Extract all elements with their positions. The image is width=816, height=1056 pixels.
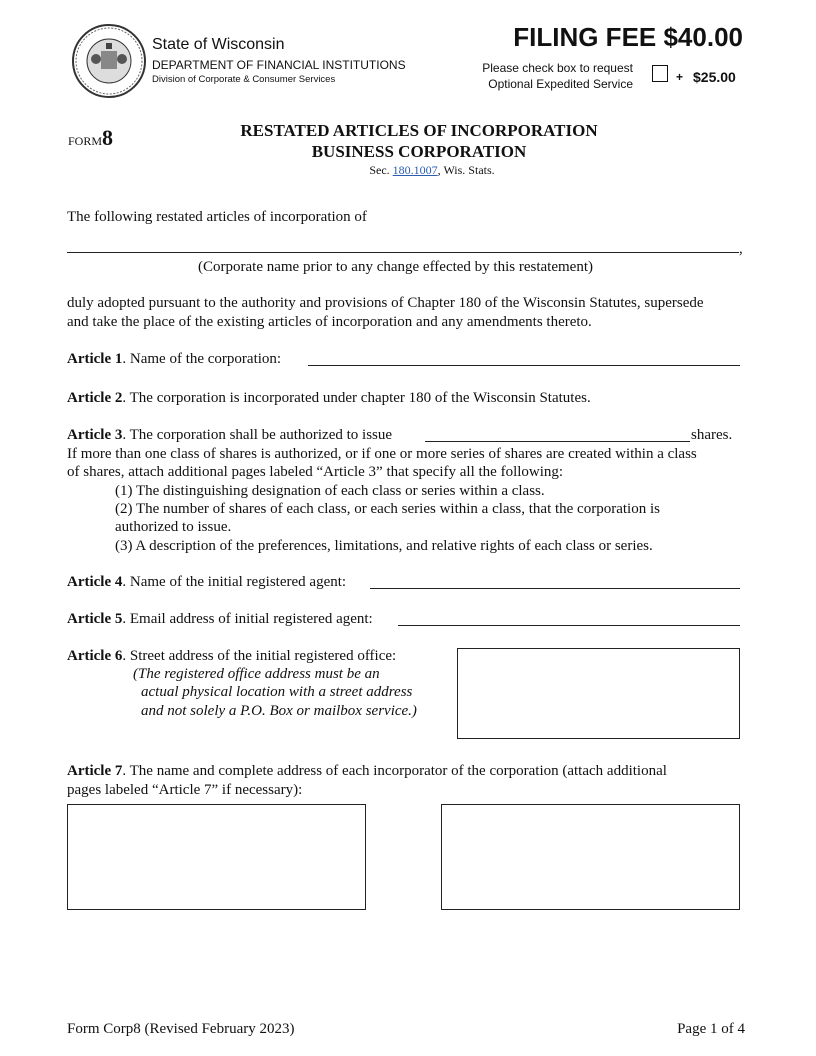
article-5: Article 5. Email address of initial registered agent: (67, 611, 373, 627)
statute-reference: Sec. 180.1007, Wis. Stats. (369, 163, 495, 177)
state-name: State of Wisconsin (152, 36, 285, 53)
incorporator-box-2[interactable] (441, 804, 740, 910)
form-title-2: BUSINESS CORPORATION (311, 142, 527, 161)
adoption-text-2: and take the place of the existing articles of incorporation and any amendments thereto. (67, 314, 592, 330)
registered-office-address-box[interactable] (457, 648, 740, 739)
article-3-item-2: (2) The number of shares of each class, or each series within a class, that the corporation is (115, 501, 660, 517)
incorporator-box-1[interactable] (67, 804, 366, 910)
expedite-fee: $25.00 (693, 69, 736, 85)
form-number-value: 8 (102, 125, 114, 150)
article-4: Article 4. Name of the initial registered agent: (67, 574, 347, 590)
agent-email-field[interactable] (398, 625, 740, 626)
expedite-text-1: Please check box to request (482, 61, 633, 75)
page-number: Page 1 of 4 (677, 1021, 745, 1037)
department-name: DEPARTMENT OF FINANCIAL INSTITUTIONS (152, 58, 406, 72)
intro-text: The following restated articles of incorporation of (67, 209, 367, 225)
article-7: Article 7. The name and complete address of each incorporator of the corporation (attach additional (67, 763, 667, 779)
form-title-1: RESTATED ARTICLES OF INCORPORATION (240, 121, 598, 140)
expedite-checkbox[interactable] (652, 65, 668, 82)
corporation-name-field[interactable] (308, 365, 740, 366)
division-name: Division of Corporate & Consumer Services (152, 74, 336, 85)
wisconsin-seal-logo (70, 23, 148, 99)
authorized-shares-field[interactable] (425, 441, 690, 442)
article-2: Article 2. The corporation is incorporated under chapter 180 of the Wisconsin Statutes. (67, 390, 591, 406)
expedite-text-2: Optional Expedited Service (488, 77, 633, 91)
article-3: Article 3. The corporation shall be authorized to issue (67, 427, 393, 443)
article-1: Article 1. Name of the corporation: (67, 351, 282, 367)
corporate-name-field[interactable] (67, 252, 739, 253)
article-6: Article 6. Street address of the initial registered office: (67, 648, 397, 664)
registered-agent-field[interactable] (370, 588, 740, 589)
expedite-plus: + (676, 70, 684, 84)
statute-link[interactable]: 180.1007 (392, 163, 438, 177)
form-label: FORM (68, 134, 103, 148)
article-3-item-1: (1) The distinguishing designation of each class or series within a class. (115, 483, 545, 499)
form-revision: Form Corp8 (Revised February 2023) (67, 1021, 295, 1037)
adoption-text-1: duly adopted pursuant to the authority and provisions of Chapter 180 of the Wisconsin Statutes, supersede (67, 295, 704, 311)
article-3-item-3: (3) A description of the preferences, limitations, and relative rights of each class or series. (115, 538, 653, 554)
corporate-name-caption: (Corporate name prior to any change effected by this restatement) (198, 259, 593, 275)
filing-fee: FILING FEE $40.00 (513, 22, 743, 52)
